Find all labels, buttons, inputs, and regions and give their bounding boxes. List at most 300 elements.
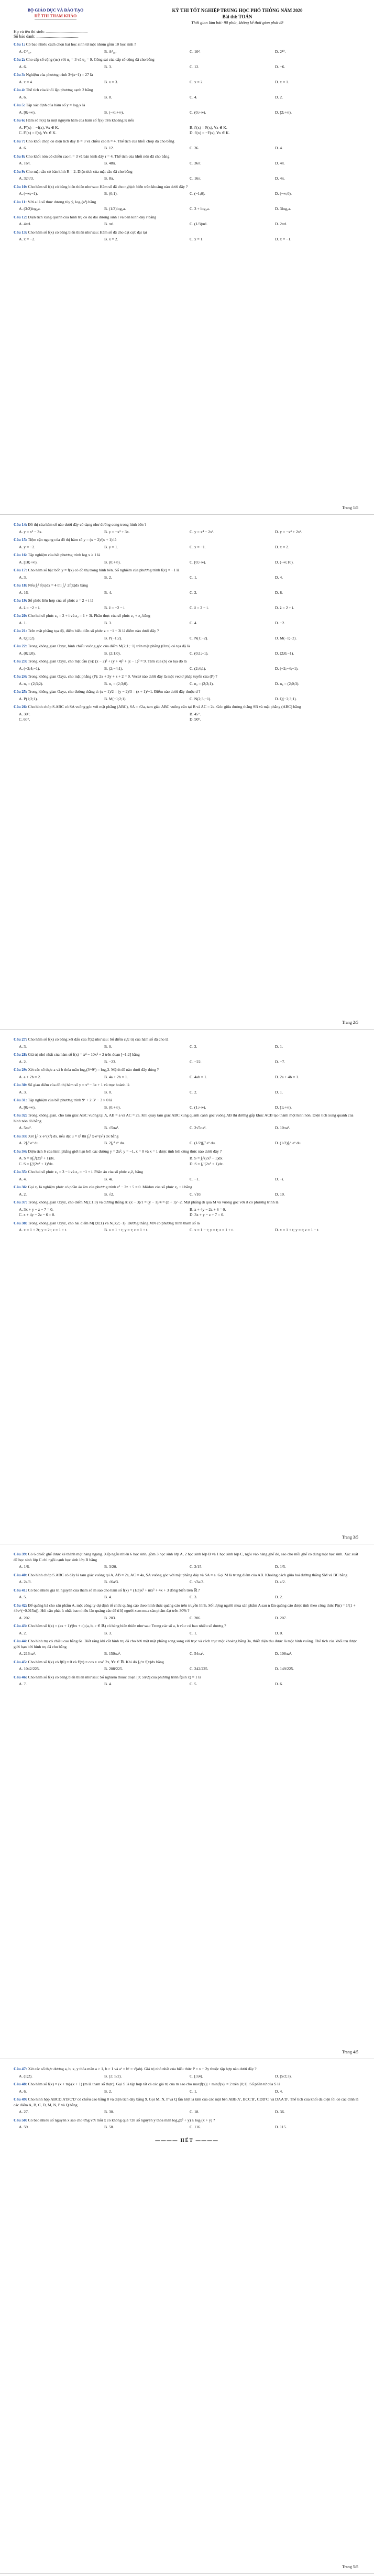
page-number: Trang 4/5 bbox=[342, 2050, 358, 2054]
question-number: Câu 48: bbox=[14, 2082, 27, 2086]
answer-option: B. 4. bbox=[104, 1682, 112, 1686]
question-number: Câu 27: bbox=[14, 1037, 27, 1042]
question bbox=[14, 118, 360, 124]
answer-option: A. 59. bbox=[19, 2125, 29, 2129]
answer-option: C. x = 1. bbox=[190, 237, 204, 241]
answer-options bbox=[19, 1044, 360, 1050]
question-number: Câu 34: bbox=[14, 1148, 27, 1154]
question bbox=[14, 644, 360, 649]
answer-option: B. n₁ = (2;3;0). bbox=[104, 681, 128, 686]
question bbox=[14, 598, 360, 604]
answer-options bbox=[19, 237, 360, 242]
answer-option: C. 5. bbox=[190, 1682, 197, 1686]
question-text: Cho hàm số f(x) có bảng biến thiên như sau: Hàm số đã cho nghịch biến trên khoảng nào dưới đây ? bbox=[28, 184, 188, 189]
answer-option: A. (−2;4;−1). bbox=[19, 666, 40, 671]
exam-end-mark: ———— HẾT ———— bbox=[155, 2137, 219, 2143]
answer-option: D. 36. bbox=[275, 2109, 285, 2114]
answer-option: A. 30°. bbox=[19, 711, 30, 716]
question-text: Cho hàm số f(x) = (x + m)/(x + 1) (m là tham số thực). Gọi S là tập hợp tất cả các giá trị của m sao cho max|f(x)| + min|f(x)| = 2 trên [0;1]. Số phần tử của S là bbox=[28, 2082, 280, 2086]
answer-option: B. (−∞;+∞). bbox=[104, 109, 124, 115]
answer-option: B. (0;1). bbox=[104, 191, 118, 196]
question-number: Câu 13: bbox=[14, 229, 27, 235]
question-text: Cho hàm số f(x) = (ax + 1)/(bx + c) (a, b, c ∈ ℝ) có bảng biến thiên như sau: Trong các số a, b và c có bao nhiêu số dương ? bbox=[28, 1623, 226, 1628]
answer-option: D. [5/2;3). bbox=[275, 2073, 292, 2079]
answer-option: D. 6. bbox=[275, 1682, 283, 1686]
answer-options bbox=[19, 146, 360, 151]
answer-options bbox=[19, 80, 360, 85]
question bbox=[14, 1067, 360, 1073]
answer-option: C. (2;4;1). bbox=[190, 666, 206, 671]
answer-option: B. 3. bbox=[104, 1630, 112, 1635]
answer-option: B. 4i. bbox=[104, 1176, 113, 1181]
answer-options bbox=[19, 2074, 360, 2080]
answer-options bbox=[19, 1192, 360, 1198]
question-text: Nghiệm của phương trình 3^(x−1) = 27 là bbox=[26, 72, 93, 77]
question-text: Số phức liên hợp của số phức z = 2 + i là bbox=[28, 598, 94, 603]
question bbox=[14, 522, 360, 528]
answer-option: A. x = 4. bbox=[19, 79, 33, 84]
answer-options bbox=[19, 2109, 360, 2115]
question-text: Diện tích S của hình phẳng giới hạn bởi các đường y = 2x², y = −1, x = 0 và x = 1 được tính bởi công thức nào dưới đây ? bbox=[28, 1148, 222, 1154]
question-number: Câu 23: bbox=[14, 659, 27, 664]
question-number: Câu 29: bbox=[14, 1067, 27, 1072]
answer-option: A. 27. bbox=[19, 2109, 29, 2114]
answer-option: D. −6. bbox=[275, 64, 285, 69]
question-number: Câu 21: bbox=[14, 628, 27, 633]
question-number: Câu 6: bbox=[14, 118, 25, 123]
question bbox=[14, 568, 360, 573]
question-number: Câu 11: bbox=[14, 199, 27, 204]
answer-option: A. 2. bbox=[19, 1630, 27, 1635]
question-text: Gọi z₀ là nghiệm phức có phần ảo âm của phương trình z² − 2z + 5 = 0. Môđun của số phức z₀ + i bằng bbox=[28, 1185, 192, 1189]
answer-option: D. 108πa³. bbox=[275, 1651, 292, 1656]
question-number: Câu 44: bbox=[14, 1639, 27, 1643]
answer-option: B. f'(x) = F(x), ∀x ∈ K. bbox=[190, 125, 227, 130]
question bbox=[14, 628, 360, 634]
answer-option: D. 3log₂a. bbox=[275, 206, 291, 211]
question bbox=[14, 1221, 360, 1226]
answer-option: B. x = 2. bbox=[104, 237, 118, 241]
answer-options bbox=[19, 125, 360, 136]
question-number: Câu 8: bbox=[14, 153, 25, 159]
answer-options bbox=[19, 575, 360, 581]
answer-option: B. −23. bbox=[104, 1059, 116, 1064]
answer-option: C. 116. bbox=[190, 2125, 201, 2129]
question-text: Giá trị nhỏ nhất của hàm số f(x) = x⁴ − 10x² + 2 trên đoạn [−1;2] bằng bbox=[28, 1052, 140, 1057]
exam-page bbox=[0, 0, 374, 515]
question bbox=[14, 139, 360, 145]
answer-option: B. (0;+∞). bbox=[104, 1104, 121, 1110]
answer-option: C. −22. bbox=[190, 1059, 202, 1064]
answer-options bbox=[19, 1682, 360, 1687]
answer-option: A. x = 1 + 2t; y = 2t; z = 1 + t. bbox=[19, 1228, 68, 1232]
answer-option: C. (1/2)∫₀² eᵘ du. bbox=[190, 1141, 216, 1145]
question-text: Có 6 chiếc ghế được kê thành một hàng ngang. Xếp ngẫu nhiên 6 học sinh, gồm 3 học sinh lớp A, 2 học sinh lớp B và 1 học sinh lớp C, ngồi vào hàng ghế đó, sao cho mỗi ghế có đúng một học sinh. Xác suất để học sinh lớp C chỉ ngồi cạnh học sinh lớp B bằng bbox=[14, 1552, 358, 1562]
answer-option: B. 4. bbox=[104, 1595, 112, 1599]
answer-options bbox=[19, 176, 360, 182]
answer-option: A. 2a/3. bbox=[19, 1579, 32, 1584]
question-text: Cho khối nón có chiều cao h = 3 và bán kính đáy r = 4. Thể tích của khối nón đã cho bằng bbox=[26, 153, 170, 159]
answer-option: D. 2¹⁰. bbox=[275, 49, 286, 54]
answer-options bbox=[19, 222, 360, 227]
question bbox=[14, 1169, 360, 1175]
answer-options bbox=[19, 95, 360, 101]
answer-option: C. x + 4y − 2z − 6 = 0. bbox=[19, 1212, 56, 1217]
answer-option: D. (−2;−4;−1). bbox=[275, 666, 299, 671]
answer-option: A. 5. bbox=[19, 1595, 27, 1599]
answer-options bbox=[19, 1631, 360, 1637]
question bbox=[14, 1113, 360, 1124]
answer-option: A. z̄ = −2 + i. bbox=[19, 605, 40, 610]
question bbox=[14, 230, 360, 236]
answer-option: B. (0;+∞). bbox=[104, 559, 121, 565]
answer-option: D. 4. bbox=[275, 146, 283, 150]
answer-option: A. a + 2b = 2. bbox=[19, 1074, 41, 1079]
question bbox=[14, 1052, 360, 1058]
answer-options bbox=[19, 206, 360, 212]
question bbox=[14, 1639, 360, 1650]
question-number: Câu 3: bbox=[14, 72, 25, 77]
answer-option: D. (−∞;0). bbox=[275, 191, 292, 196]
answer-option: A. 4. bbox=[19, 1176, 27, 1181]
question bbox=[14, 1623, 360, 1629]
question-number: Câu 50: bbox=[14, 2117, 27, 2122]
answer-option: D. (−∞;10). bbox=[275, 559, 294, 565]
answer-option: C. 2/15. bbox=[190, 1564, 203, 1569]
question-text: Xét các số thực dương a, b, x, y thỏa mãn a > 1, b > 1 và aˣ = bʸ = √(ab). Giá trị nhỏ nhất của biểu thức P = x + 2y thuộc tập hợp nào dưới đây ? bbox=[28, 2066, 257, 2071]
answer-option: A. (−∞;−1). bbox=[19, 191, 38, 196]
answer-option: C. 1. bbox=[190, 2088, 197, 2094]
answer-option: C. x = −1. bbox=[190, 544, 206, 549]
answer-options bbox=[19, 1564, 360, 1570]
answer-option: B. (2;−4;1). bbox=[104, 666, 123, 671]
question-text: Có bao nhiêu giá trị nguyên của tham số m sao cho hàm số f(x) = (1/3)x³ + mx² + 4x + 3 đồng biến trên ℝ ? bbox=[28, 1587, 200, 1593]
question bbox=[14, 2066, 360, 2072]
question-number: Câu 37: bbox=[14, 1200, 27, 1204]
question bbox=[14, 42, 360, 48]
question-text: Trong không gian, cho tam giác ABC vuông tại A, AB = a và AC = 2a. Khi quay tam giác ABC xung quanh cạnh góc vuông AB thì đường gấp khúc ACB tạo thành một hình nón. Diện tích xung quanh của hình nón đó bằng bbox=[14, 1113, 354, 1123]
question bbox=[14, 57, 360, 63]
answer-option: C. 2√5πa². bbox=[190, 1125, 207, 1130]
answer-option: B. 3. bbox=[104, 620, 112, 625]
answer-option: A. 6. bbox=[19, 64, 27, 69]
answer-option: D. f'(x) = −F(x), ∀x ∈ K. bbox=[190, 130, 230, 135]
answer-option: A. P(1;2;1). bbox=[19, 696, 38, 701]
question bbox=[14, 537, 360, 543]
answer-option: D. 4. bbox=[275, 2088, 283, 2094]
question-number: Câu 42: bbox=[14, 1602, 27, 1608]
question-text: Với a là số thực dương tùy ý, log₂(a³) bằng bbox=[27, 199, 96, 204]
ministry-block bbox=[14, 7, 97, 19]
answer-option: A. 3. bbox=[19, 1089, 27, 1094]
answer-option: D. [1;+∞). bbox=[275, 1104, 292, 1110]
question bbox=[14, 1588, 360, 1594]
answer-options bbox=[19, 1595, 360, 1600]
question-number: Câu 46: bbox=[14, 1674, 27, 1679]
question bbox=[14, 1675, 360, 1681]
answer-options bbox=[19, 545, 360, 550]
answer-options bbox=[19, 49, 360, 55]
answer-option: C. F'(x) = f(x), ∀x ∈ K. bbox=[19, 130, 57, 135]
answer-option: B. √2. bbox=[104, 1191, 114, 1197]
answer-options bbox=[19, 1156, 360, 1167]
answer-option: D. (1/2)∫₀⁴ eᵘ du. bbox=[275, 1141, 302, 1145]
answer-option: C. 3 + log₂a. bbox=[190, 206, 210, 211]
question-number: Câu 2: bbox=[14, 57, 25, 62]
answer-option: C. 2. bbox=[190, 590, 197, 595]
question bbox=[14, 552, 360, 558]
answer-option: A. S = π∫₀¹(2x² + 1)dx. bbox=[19, 1156, 55, 1160]
question bbox=[14, 200, 360, 205]
question-text: Tập nghiệm của bất phương trình 9ˣ + 2·3ˣ − 3 > 0 là bbox=[28, 1098, 113, 1102]
answer-option: D. 10. bbox=[275, 1191, 285, 1197]
answer-option: C. 4. bbox=[190, 94, 197, 99]
answer-option: D. 115. bbox=[275, 2125, 287, 2129]
answer-option: D. [2;+∞). bbox=[275, 109, 292, 115]
question-text: Cho hàm số bậc bốn y = f(x) có đồ thị trong hình bên. Số nghiệm của phương trình f(x) = −1 là bbox=[28, 568, 180, 572]
question-number: Câu 43: bbox=[14, 1623, 27, 1628]
question-number: Câu 36: bbox=[14, 1185, 27, 1189]
question bbox=[14, 1552, 360, 1563]
answer-option: B. 4a + 2b = 1. bbox=[104, 1074, 128, 1079]
answer-option: D. 4π. bbox=[275, 161, 285, 165]
answer-option: B. πrl. bbox=[104, 222, 115, 226]
question-text: Trên mặt phẳng tọa độ, điểm biểu diễn số phức z = −1 + 2i là điểm nào dưới đây ? bbox=[28, 628, 159, 633]
answer-option: A. 6. bbox=[19, 94, 27, 99]
answer-option: A. [0;+∞). bbox=[19, 109, 36, 115]
question bbox=[14, 1573, 360, 1578]
answer-option: C. 1. bbox=[190, 574, 197, 580]
answer-option: C. z̄ = 2 − i. bbox=[190, 605, 209, 610]
answer-options bbox=[19, 191, 360, 197]
answer-option: C. 18. bbox=[190, 2109, 200, 2114]
exam-header bbox=[14, 7, 360, 26]
answer-option: C. 54πa³. bbox=[190, 1651, 204, 1656]
question-number: Câu 19: bbox=[14, 598, 27, 603]
answer-option: B. x + 4y − 2z + 6 = 0. bbox=[190, 1207, 226, 1212]
question-number: Câu 31: bbox=[14, 1098, 27, 1102]
answer-option: A. 16π. bbox=[19, 161, 31, 165]
question-text: Cho mặt cầu có bán kính R = 2. Diện tích của mặt cầu đã cho bằng bbox=[26, 169, 133, 174]
answer-option: B. 3/20. bbox=[104, 1564, 117, 1569]
question bbox=[14, 1082, 360, 1088]
question-text: Cho hàm số f(x) có bảng xét dấu của f'(x) như sau: Số điểm cực trị của hàm số đã cho là bbox=[28, 1037, 169, 1042]
answer-option: C. (0;+∞). bbox=[190, 109, 206, 115]
answer-option: D. z̄ = 2 + i. bbox=[275, 605, 294, 610]
answer-option: B. √5πa². bbox=[104, 1125, 119, 1130]
page-number: Trang 5/5 bbox=[342, 2564, 358, 2569]
answer-option: B. (2;1;0). bbox=[104, 650, 121, 656]
question-number: Câu 32: bbox=[14, 1113, 27, 1118]
exam-title-block bbox=[114, 7, 360, 26]
answer-option: A. 6. bbox=[19, 146, 27, 150]
answer-option: C. 2. bbox=[190, 1089, 197, 1094]
answer-option: A. 202. bbox=[19, 1615, 31, 1620]
question-number: Câu 18: bbox=[14, 583, 27, 588]
answer-option: C. −1. bbox=[190, 1176, 200, 1181]
answer-option: D. −i. bbox=[275, 1176, 284, 1181]
question-number: Câu 35: bbox=[14, 1169, 27, 1174]
answer-option: B. z̄ = −2 − i. bbox=[104, 605, 126, 610]
question-text: Trong không gian Oxyz, cho hai điểm M(1;0;1) và N(3;2;−1). Đường thẳng MN có phương trình tham số là bbox=[28, 1220, 200, 1225]
answer-option: C. 2. bbox=[190, 1044, 197, 1049]
question-text: Đồ thị của hàm số nào dưới đây có dạng như đường cong trong hình bên ? bbox=[28, 522, 147, 527]
answer-option: A. 2. bbox=[19, 1059, 27, 1064]
question-text: Cho khối chóp có diện tích đáy B = 3 và chiều cao h = 4. Thể tích của khối chóp đã cho bằng bbox=[26, 138, 174, 143]
answer-options bbox=[19, 1666, 360, 1672]
answer-option: D. y = −x⁴ + 2x². bbox=[275, 529, 302, 534]
question-number: Câu 30: bbox=[14, 1082, 27, 1087]
answer-option: D. Q(−2;3;1). bbox=[275, 696, 297, 701]
question-number: Câu 4: bbox=[14, 87, 25, 92]
answer-option: D. x = −1. bbox=[275, 237, 292, 241]
answer-options bbox=[19, 1579, 360, 1585]
answer-option: A. 1/6. bbox=[19, 1564, 30, 1569]
answer-option: B. 2. bbox=[104, 2088, 112, 2094]
exam-page bbox=[0, 2059, 374, 2574]
student-info bbox=[14, 29, 360, 39]
question-number: Câu 20: bbox=[14, 613, 27, 618]
answer-option: D. 2. bbox=[275, 94, 283, 99]
answer-option: A. (0;1;0). bbox=[19, 650, 36, 656]
answer-option: C. (−1;0). bbox=[190, 191, 205, 196]
question-number: Câu 1: bbox=[14, 42, 25, 47]
answer-option: C. 12. bbox=[190, 64, 200, 69]
answer-option: A. 3. bbox=[19, 1044, 27, 1049]
exam-time: Thời gian làm bài: 90 phút, không kể thời gian phát đề bbox=[191, 20, 283, 25]
answer-option: B. 0. bbox=[104, 1089, 112, 1094]
question-number: Câu 24: bbox=[14, 674, 27, 679]
answer-option: A. 32π/3. bbox=[19, 176, 34, 181]
question-number: Câu 5: bbox=[14, 103, 25, 107]
question-number: Câu 28: bbox=[14, 1052, 27, 1057]
answer-options bbox=[19, 1059, 360, 1065]
answer-options bbox=[19, 1207, 360, 1218]
answer-option: D. 149/225. bbox=[275, 1666, 294, 1671]
answer-option: D. −2. bbox=[275, 620, 285, 625]
answer-option: B. y = 1. bbox=[104, 544, 118, 549]
answer-option: C. 1. bbox=[190, 1630, 197, 1635]
question bbox=[14, 1134, 360, 1140]
page-number: Trang 2/5 bbox=[342, 1020, 358, 1025]
answer-options bbox=[19, 529, 360, 535]
answer-option: A. x = −2. bbox=[19, 237, 36, 241]
answer-options bbox=[19, 681, 360, 687]
answer-option: C. (1;+∞). bbox=[190, 1104, 206, 1110]
answer-option: C. [0;+∞). bbox=[190, 559, 206, 565]
question-text: Cho hình trụ có chiều cao bằng 6a. Biết rằng khi cắt hình trụ đã cho bởi một mặt phẳng song song với trục và cách trục một khoảng bằng 3a, thiết diện thu được là một hình vuông. Thể tích của khối trụ được giới hạn bởi hình trụ đã cho bằng bbox=[14, 1639, 357, 1649]
answer-option: C. [3;4). bbox=[190, 2073, 203, 2079]
answer-option: B. 48π. bbox=[104, 161, 116, 165]
answer-option: C. n₂ = (2;3;1). bbox=[190, 681, 214, 686]
question-text: Cho hàm số f(x) có f(0) = 0 và f'(x) = cos x cos² 2x, ∀x ∈ ℝ. Khi đó ∫₀^π f(x)dx bằng bbox=[28, 1659, 164, 1664]
question-text: Xét các số thực a và b thỏa mãn log₃(3ᵃ·9ᵇ) = log₉3. Mệnh đề nào dưới đây đúng ? bbox=[28, 1067, 159, 1072]
answer-option: A. 6. bbox=[19, 2088, 27, 2094]
question-number: Câu 22: bbox=[14, 644, 27, 648]
answer-options bbox=[19, 666, 360, 672]
answer-option: B. y = −x³ + 3x. bbox=[104, 529, 130, 534]
question-number: Câu 38: bbox=[14, 1220, 27, 1225]
answer-option: D. S = ∫₀¹(2x² + 1)dx. bbox=[190, 1161, 224, 1166]
question-number: Câu 49: bbox=[14, 2097, 27, 2102]
question-text: Diện tích xung quanh của hình trụ có độ dài đường sinh l và bán kính đáy r bằng bbox=[28, 214, 157, 219]
question-number: Câu 41: bbox=[14, 1587, 27, 1593]
question bbox=[14, 87, 360, 93]
answer-options bbox=[19, 1105, 360, 1111]
question bbox=[14, 1098, 360, 1103]
question-number: Câu 16: bbox=[14, 552, 27, 557]
answer-option: D. n₄ = (2;0;3). bbox=[275, 681, 300, 686]
ministry-name: BỘ GIÁO DỤC VÀ ĐÀO TẠO bbox=[27, 8, 84, 13]
answer-option: D. 2. bbox=[275, 1595, 283, 1599]
answer-option: C. 242/225. bbox=[190, 1666, 208, 1671]
answer-options bbox=[19, 2089, 360, 2095]
question-text: Cho hàm số f(x) có bảng biến thiên như sau: Số nghiệm thuộc đoạn [0; 5π/2] của phương trình f(sin x) = 1 là bbox=[28, 1674, 202, 1679]
answer-option: A. 5πa². bbox=[19, 1125, 32, 1130]
answer-option: D. 10πa². bbox=[275, 1125, 290, 1130]
answer-options bbox=[19, 560, 360, 566]
question-text: Cho hàm số f(x) có bảng biến thiên như sau: Hàm số đã cho đạt cực đại tại bbox=[28, 229, 147, 235]
question-text: Xét ∫₀² x·e^(x²) dx, nếu đặt u = x² thì ∫₀² x·e^(x²) dx bằng bbox=[28, 1133, 119, 1138]
answer-option: A. y = −2. bbox=[19, 544, 36, 549]
question-number: Câu 25: bbox=[14, 689, 27, 694]
answer-option: B. M(−1;2;1). bbox=[104, 696, 127, 701]
question-text: Cho cấp số cộng (uₙ) với u₁ = 3 và u₂ = 9. Công sai của cấp số cộng đã cho bằng bbox=[26, 57, 155, 62]
answer-option: B. 4. bbox=[104, 590, 112, 595]
question-number: Câu 39: bbox=[14, 1552, 27, 1556]
answer-option: C. 206. bbox=[190, 1615, 202, 1620]
answer-option: A. 216πa³. bbox=[19, 1651, 36, 1656]
student-id-line: Số báo danh: ........................................ bbox=[14, 34, 79, 39]
question-number: Câu 14: bbox=[14, 522, 27, 527]
question-number: Câu 9: bbox=[14, 169, 25, 174]
question-text: Thể tích của khối lập phương cạnh 2 bằng bbox=[26, 87, 93, 92]
question-text: Để quảng bá cho sản phẩm A, một công ty dự định tổ chức quảng cáo theo hình thức quảng cáo trên truyền hình. Số lượng người mua sản phẩm A sau n lần quảng cáo được tính theo công thức P(n) = 1/(1 + 49e^(−0.015n)). Hỏi cần phát ít nhất bao nhiêu lần quảng cáo để tỉ lệ người xem mua sản phẩm đạt trên 30% ? bbox=[14, 1602, 356, 1613]
answer-option: D. 90°. bbox=[190, 717, 201, 722]
question-number: Câu 7: bbox=[14, 138, 25, 143]
question bbox=[14, 2118, 360, 2124]
question bbox=[14, 1037, 360, 1043]
question-text: Cho hình hộp ABCD.A'B'C'D' có chiều cao bằng 8 và diện tích đáy bằng 9. Gọi M, N, P và Q lần lượt là tâm của các mặt bên ABB'A', BCC'B', CDD'C' và DAA'D'. Thể tích của khối đa diện lồi có các đỉnh là các điểm A, B, C, D, M, N, P và Q bằng bbox=[14, 2097, 359, 2107]
question-number: Câu 40: bbox=[14, 1572, 27, 1577]
answer-options bbox=[19, 590, 360, 596]
answer-option: C. 3. bbox=[190, 1595, 197, 1599]
answer-option: C. N(1;−2). bbox=[190, 635, 208, 640]
answer-option: A. 2∫₀² eᵘ du. bbox=[19, 1141, 40, 1145]
answer-option: D. 8. bbox=[275, 590, 283, 595]
answer-option: B. P(−1;2). bbox=[104, 635, 123, 640]
answer-options bbox=[19, 1075, 360, 1080]
answer-option: B. [2; 5/2). bbox=[104, 2073, 122, 2079]
answer-options bbox=[19, 1141, 360, 1146]
question bbox=[14, 169, 360, 175]
answer-option: D. 0. bbox=[275, 1630, 283, 1635]
answer-option: D. 1. bbox=[275, 1089, 283, 1094]
page-number: Trang 1/5 bbox=[342, 505, 358, 510]
question-text: Cho hai số phức z₁ = 3 − i và z₂ = −1 + i. Phần ảo của số phức z₁z̄₂ bằng bbox=[28, 1169, 143, 1174]
answer-options bbox=[19, 2125, 360, 2130]
answer-option: C. 10². bbox=[190, 49, 201, 54]
answer-options bbox=[19, 110, 360, 116]
question bbox=[14, 154, 360, 160]
question-number: Câu 45: bbox=[14, 1659, 27, 1664]
question bbox=[14, 1149, 360, 1155]
question-text: Cho hình chóp S.ABC có đáy là tam giác vuông tại A, AB = 2a, AC = 4a, SA vuông góc với mặt phẳng đáy và SA = a. Gọi M là trung điểm của AB. Khoảng cách giữa hai đường thẳng SM và BC bằng bbox=[28, 1572, 348, 1577]
answer-option: D. 4. bbox=[275, 574, 283, 580]
question bbox=[14, 1200, 360, 1206]
exam-page bbox=[0, 515, 374, 1030]
question-text: Trong không gian Oxyz, cho đường thẳng d: (x − 1)/2 = (y − 2)/3 = (z + 1)/−1. Điểm nào dưới đây thuộc d ? bbox=[28, 689, 201, 694]
